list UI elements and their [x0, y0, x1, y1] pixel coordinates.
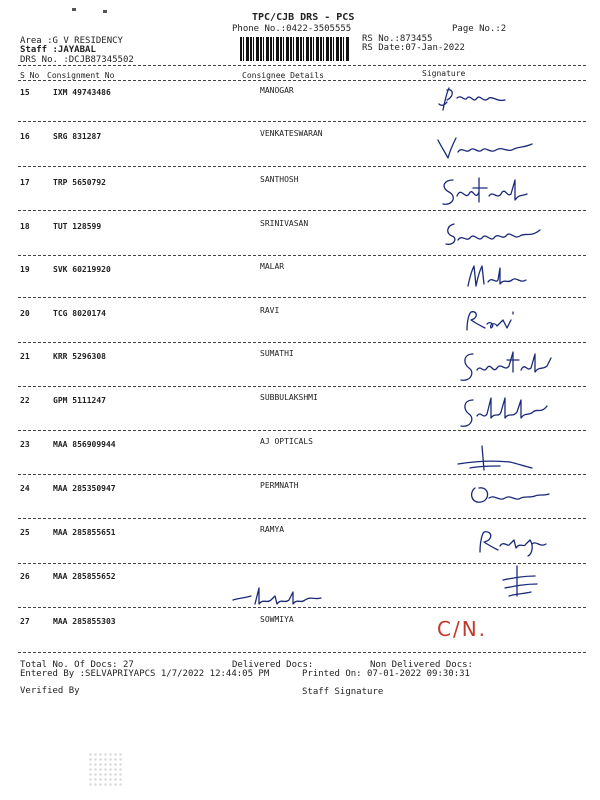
page-number: Page No.:2 [452, 24, 507, 34]
row-consignment: TRP 5650792 [53, 178, 106, 187]
signature-row-17 [435, 172, 545, 212]
row-sno: 16 [20, 132, 30, 141]
barcode [240, 37, 350, 61]
staff-signature-label: Staff Signature [302, 687, 384, 697]
row-consignee: PERMNATH [260, 481, 299, 490]
row-consignee: SUMATHI [260, 349, 294, 358]
row-divider [18, 342, 586, 343]
col-header-consignee: Consignee Details [242, 71, 324, 80]
row-divider [18, 474, 586, 475]
printed-on: Printed On: 07-01-2022 09:30:31 [302, 669, 470, 679]
verified-by: Verified By [20, 686, 80, 696]
signature-row-25 [470, 524, 560, 558]
row-sno: 23 [20, 440, 30, 449]
row-sno: 18 [20, 222, 30, 231]
row-sno: 15 [20, 88, 30, 97]
row-consignment: KRR 5296308 [53, 352, 106, 361]
signature-row-19 [460, 260, 540, 294]
divider [18, 80, 586, 81]
signature-row-26 [495, 562, 545, 602]
row-sno: 20 [20, 309, 30, 318]
row-divider [18, 386, 586, 387]
col-header-sno: S No [20, 71, 40, 80]
signature-row-26-inline [225, 584, 335, 610]
row-sno: 19 [20, 265, 30, 274]
row-consignment: TCG 8020174 [53, 309, 106, 318]
scan-smudge [88, 752, 124, 786]
col-header-signature: Signature [422, 69, 466, 78]
row-divider [18, 518, 586, 519]
rs-number: RS No.:873455 [362, 34, 433, 44]
divider [18, 65, 586, 66]
row-consignment: SVK 60219920 [53, 265, 111, 274]
row-sno: 26 [20, 572, 30, 581]
row-divider [18, 297, 586, 298]
row-consignee: MALAR [260, 262, 285, 271]
rs-date: RS Date:07-Jan-2022 [362, 43, 465, 53]
row-consignment: MAA 285855652 [53, 572, 116, 581]
row-consignee: SUBBULAKSHMI [260, 393, 318, 402]
total-docs: Total No. Of Docs: 27 [20, 660, 134, 670]
signature-row-15 [435, 84, 525, 116]
row-divider [18, 121, 586, 122]
staff-label: Staff :JAYABAL [20, 45, 96, 55]
row-consignment: GPM 5111247 [53, 396, 106, 405]
col-header-consignment: Consignment No [47, 71, 115, 80]
row-consignee: SRINIVASAN [260, 219, 309, 228]
signature-row-16 [432, 132, 542, 164]
signature-row-22 [455, 392, 565, 432]
non-delivered-docs: Non Delivered Docs: [370, 660, 473, 670]
row-sno: 22 [20, 396, 30, 405]
row-consignee: RAVI [260, 306, 280, 315]
phone-number: Phone No.:0422-3505555 [232, 24, 352, 34]
row-consignment: MAA 285855303 [53, 617, 116, 626]
report-title: TPC/CJB DRS - PCS [252, 12, 355, 23]
row-consignment: TUT 128599 [53, 222, 102, 231]
row-divider [18, 166, 586, 167]
signature-row-24 [465, 480, 555, 510]
row-divider [18, 255, 586, 256]
area-label: Area :G V RESIDENCY [20, 36, 123, 46]
row-consignee: MANOGAR [260, 86, 294, 95]
signature-row-20 [455, 304, 525, 334]
row-consignee: VENKATESWARAN [260, 129, 323, 138]
signature-row-21 [455, 346, 565, 386]
ink-speck [72, 8, 76, 11]
entered-by: Entered By :SELVAPRIYAPCS 1/7/2022 12:44:05 PM [20, 669, 270, 679]
delivered-docs: Delivered Docs: [232, 660, 314, 670]
cn-annotation: C/N. [437, 617, 488, 641]
signature-row-18 [440, 216, 550, 250]
row-consignee: SANTHOSH [260, 175, 299, 184]
signature-row-23 [450, 440, 540, 474]
row-consignment: IXM 49743486 [53, 88, 111, 97]
row-consignee: SOWMIYA [260, 615, 294, 624]
ink-speck [103, 10, 107, 13]
row-consignment: MAA 285350947 [53, 484, 116, 493]
row-consignment: MAA 856909944 [53, 440, 116, 449]
row-sno: 21 [20, 352, 30, 361]
row-divider [18, 652, 586, 653]
row-consignment: MAA 285855651 [53, 528, 116, 537]
row-sno: 17 [20, 178, 30, 187]
row-consignee: AJ OPTICALS [260, 437, 313, 446]
row-consignee: RAMYA [260, 525, 285, 534]
drs-number: DRS No. :DCJB87345502 [20, 55, 134, 65]
row-consignment: SRG 831287 [53, 132, 102, 141]
row-sno: 25 [20, 528, 30, 537]
row-sno: 24 [20, 484, 30, 493]
row-sno: 27 [20, 617, 30, 626]
